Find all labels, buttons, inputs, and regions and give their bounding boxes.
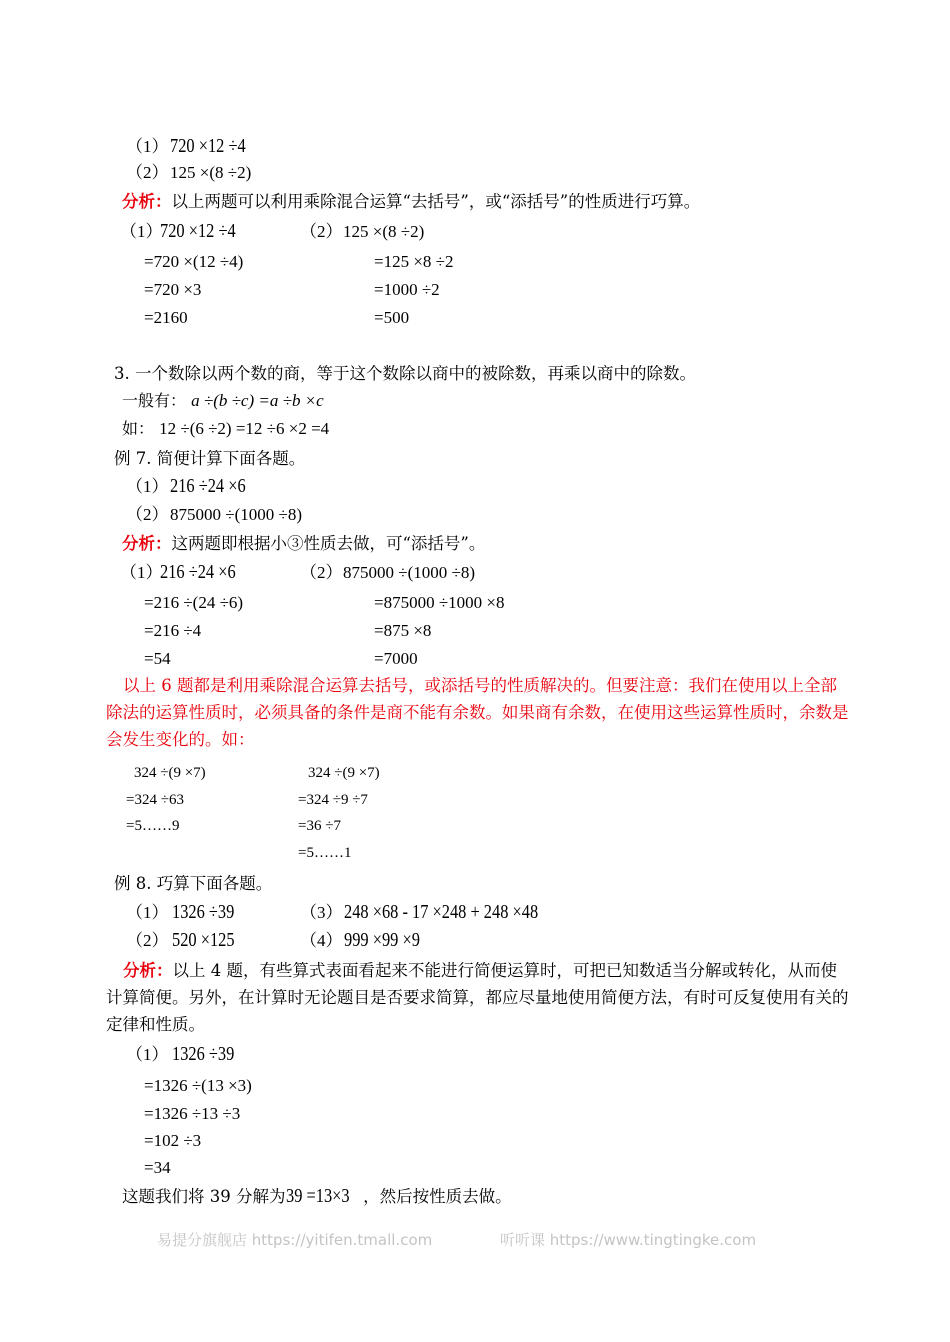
ex7-q1-expression: 216 ÷24 ×6 [170,475,246,497]
note-left-line: =5……9 [126,818,180,834]
ex8-q1-expression: 1326 ÷39 [172,901,235,923]
ex7-s1-step: =54 [144,649,171,668]
ex8-q3-expression: 248 ×68 - 17 ×248 + 248 ×48 [344,901,539,923]
conclusion-pre: 这题我们将 39 分解为 [122,1187,286,1206]
ex8-s1-head-number: （1） [126,1045,169,1064]
ex6-s2-step: =125 ×8 ÷2 [374,252,454,271]
ex6-analysis [122,194,700,211]
rule3-example [122,420,329,437]
ex8-s1-step: =102 ÷3 [144,1131,202,1150]
ex7-q1-number: （1） [126,477,169,496]
conclusion-post: ，然后按性质去做。 [363,1187,512,1206]
ex8-s1-step: =1326 ÷13 ÷3 [144,1104,241,1123]
ex8-q4-number: （4） [300,931,343,950]
ex6-q1-expression: 720 ×12 ÷4 [170,135,246,157]
note-right-line: =36 ÷7 [298,818,341,834]
ex7-q2-number: （2） [126,505,169,524]
note-right-line: =5……1 [298,845,352,861]
note-left-line: 324 ÷(9 ×7) [134,765,206,781]
ex6-q2-expression: 125 ×(8 ÷2) [170,163,252,182]
ex8-q3-number: （3） [300,903,343,922]
ex7-q2-expression: 875000 ÷(1000 ÷8) [170,505,302,524]
ex7-s1-head-number: （1） [120,563,163,582]
ex7-s1-step: =216 ÷(24 ÷6) [144,593,244,612]
ex6-s2-head-expression: 125 ×(8 ÷2) [343,222,425,241]
ex6-s2-head-number: （2） [300,222,343,241]
ex8-s1-step: =1326 ÷(13 ×3) [144,1076,252,1095]
rule3-general [122,392,324,409]
ex6-q2-number: （2） [126,163,169,182]
remainder-note: 以上 6 题都是利用乘除混合运算去括号，或添括号的性质解决的。但要注意：我们在使用以上全部除法的运算性质时，必须具备的条件是商不能有余数。如果商有余数，在使用这些运算性质时，余数是会发生变化的。如： [106,676,849,749]
ex6-s1-head-expression: 720 ×12 ÷4 [160,220,236,242]
ex7-s2-step: =875 ×8 [374,621,432,640]
ex6-s1-step: =2160 [144,308,188,327]
ex7-s2-step: =875000 ÷1000 ×8 [374,593,505,612]
analysis-text: 这两题即根据小③性质去做，可“添括号”。 [171,534,486,553]
ex8-q2-number: （2） [126,931,169,950]
note-right-line: 324 ÷(9 ×7) [308,765,380,781]
analysis-label: 分析： [123,961,173,980]
ex8-conclusion [122,1186,512,1206]
ex8-analysis [106,957,851,1038]
ex7-s2-head-number: （2） [300,563,343,582]
analysis-label: 分析： [122,534,172,553]
conclusion-formula: 39 =13×3 [285,1185,350,1207]
analysis-label: 分析： [122,192,172,211]
example-label: 如： [122,419,155,438]
general-label: 一般有： [122,391,187,410]
ex8-q1-number: （1） [126,903,169,922]
ex7-s2-head-expression: 875000 ÷(1000 ÷8) [343,563,475,582]
general-formula: a ÷(b ÷c) =a ÷b ×c [191,391,324,410]
ex8-s1-head-expression: 1326 ÷39 [172,1043,235,1065]
ex8-q2-expression: 520 ×125 [172,929,235,951]
ex7-s1-head-expression: 216 ÷24 ×6 [160,561,236,583]
ex7-analysis [122,536,485,553]
example-formula: 12 ÷(6 ÷2) =12 ÷6 ×2 =4 [159,419,330,438]
ex6-s2-step: =1000 ÷2 [374,280,440,299]
ex8-title: 例 8. 巧算下面各题。 [114,874,273,893]
rule3-statement: 3. 一个数除以两个数的商，等于这个数除以商中的被除数，再乘以商中的除数。 [114,364,696,383]
note-left-line: =324 ÷63 [126,792,184,808]
ex7-s1-step: =216 ÷4 [144,621,202,640]
analysis-text: 以上 4 题，有些算式表面看起来不能进行简便运算时，可把已知数适当分解或转化，从而使计算简便。另外，在计算时无论题目是否要求简算，都应尽量地使用简便方法，有时可反复使用有关的定律和性质。 [106,961,849,1034]
ex8-s1-step: =34 [144,1158,171,1177]
ex7-title: 例 7. 简便计算下面各题。 [114,449,306,468]
ex7-s2-step: =7000 [374,649,418,668]
ex6-s1-step: =720 ×(12 ÷4) [144,252,244,271]
footer-shop-link[interactable]: 易提分旗舰店 https://yitifen.tmall.com [157,1231,433,1249]
ex6-s1-head-number: （1） [120,222,163,241]
note-right-line: =324 ÷9 ÷7 [298,792,368,808]
ex6-s2-step: =500 [374,308,410,327]
ex6-s1-step: =720 ×3 [144,280,202,299]
ex6-q1-number: （1） [126,137,169,156]
ex8-q4-expression: 999 ×99 ×9 [344,929,420,951]
footer-site-link[interactable]: 听听课 https://www.tingtingke.com [500,1231,757,1249]
analysis-text: 以上两题可以利用乘除混合运算“去括号”，或“添括号”的性质进行巧算。 [171,192,701,211]
